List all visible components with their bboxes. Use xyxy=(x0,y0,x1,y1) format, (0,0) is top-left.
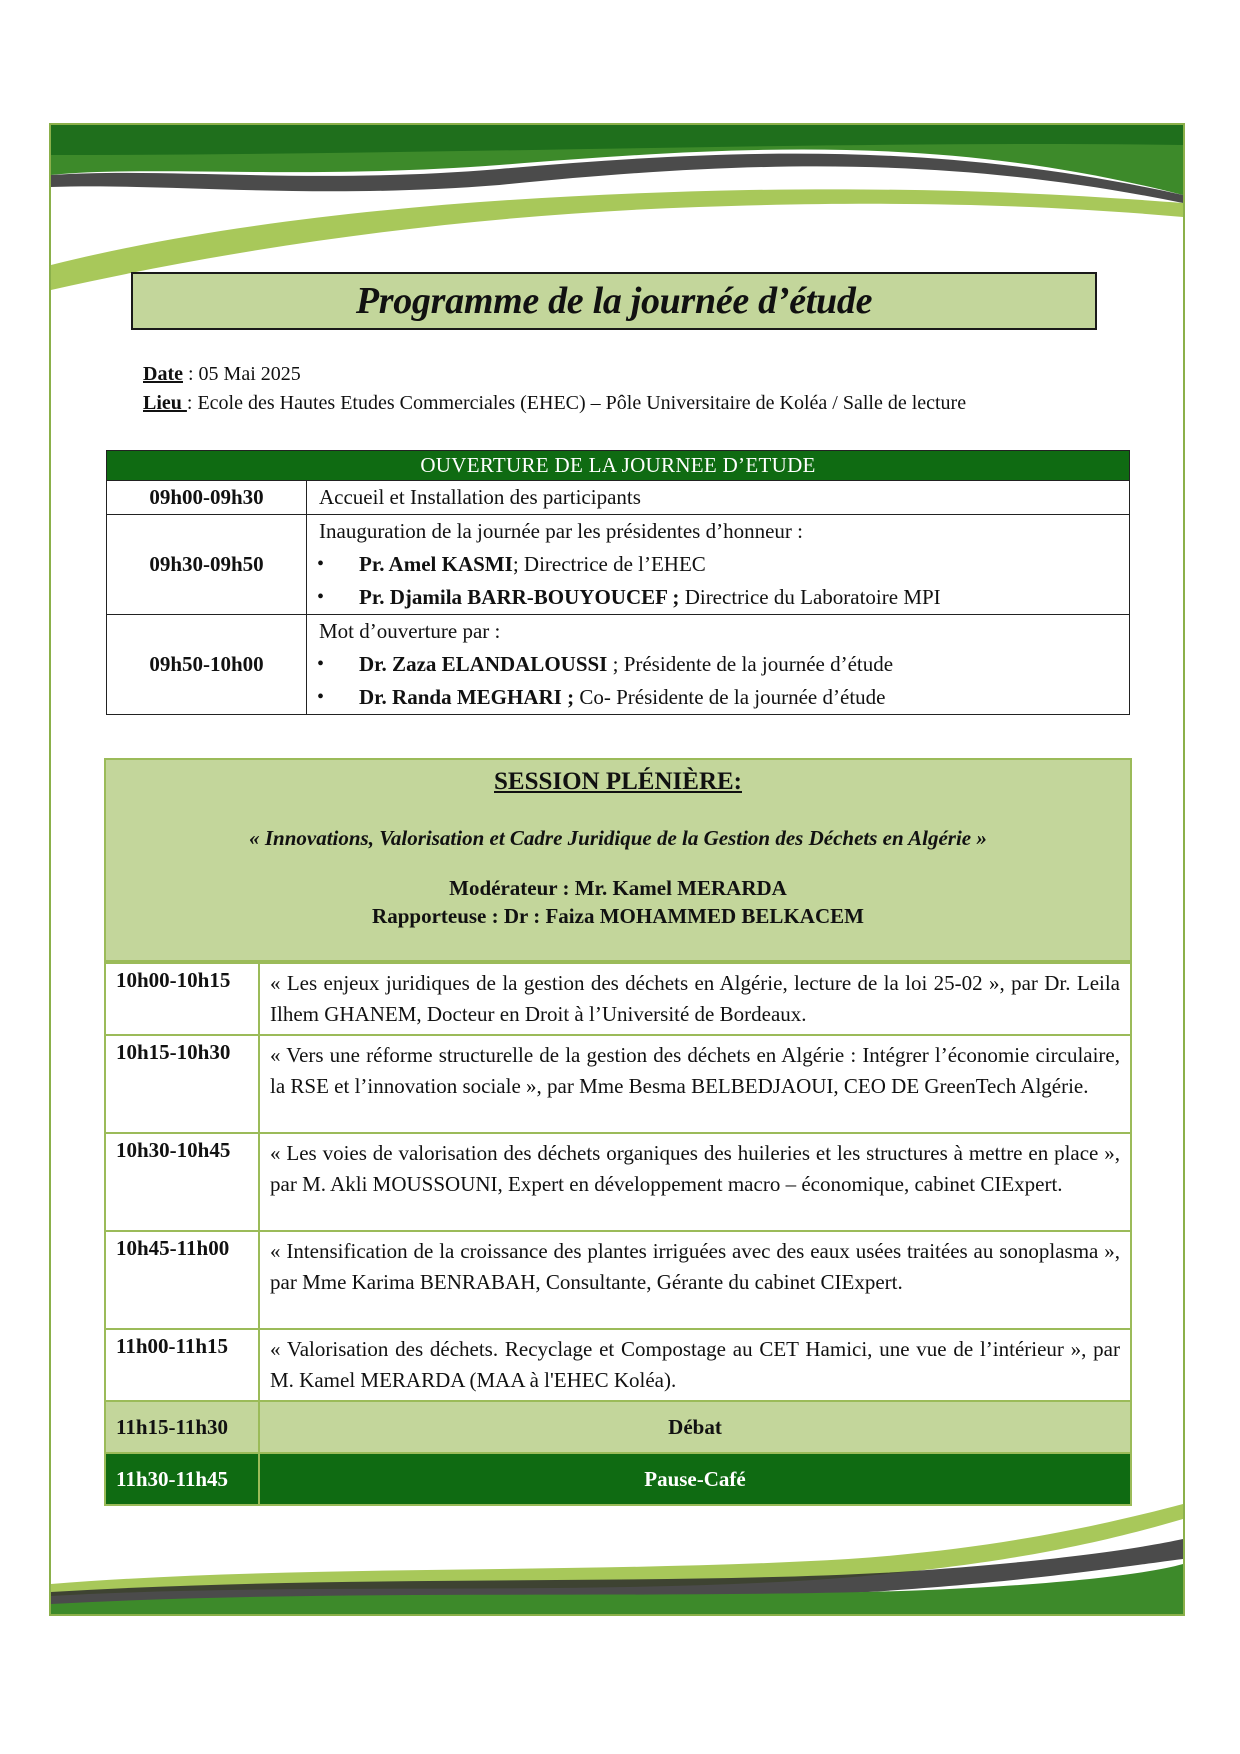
speaker-role: ; Directrice de l’EHEC xyxy=(512,552,706,576)
table-row xyxy=(105,1133,1131,1231)
time-slot: 11h00-11h15 xyxy=(105,1329,259,1401)
time-slot: 10h30-10h45 xyxy=(105,1133,259,1231)
slot-description: Inauguration de la journée par les présidentes d’honneur : xyxy=(319,519,803,543)
table-row xyxy=(107,481,1130,515)
talk-description: « Vers une réforme structurelle de la gestion des déchets en Algérie : Intégrer l’économie circulaire, la RSE et l’innovation sociale », par Mme Besma BELBEDJAOUI, CEO DE GreenTech Algérie. xyxy=(259,1035,1131,1133)
time-slot: 10h45-11h00 xyxy=(105,1231,259,1329)
date-line xyxy=(143,360,966,389)
talk-description: « Valorisation des déchets. Recyclage et Compostage au CET Hamici, une vue de l’intérieur », par M. Kamel MERARDA (MAA à l'EHEC Koléa). xyxy=(259,1329,1131,1401)
talk-description: « Les voies de valorisation des déchets organiques des huileries et les structures à mettre en place », par M. Akli MOUSSOUNI, Expert en développement macro – économique, cabinet CIExpert. xyxy=(259,1133,1131,1231)
speaker-name: Dr. Randa MEGHARI ; xyxy=(359,685,575,709)
pause-label: Pause-Café xyxy=(259,1453,1131,1505)
table-row xyxy=(105,1035,1131,1133)
opening-table xyxy=(106,450,1130,715)
title-box xyxy=(131,272,1097,330)
debat-row xyxy=(105,1401,1131,1453)
speaker-role: Directrice du Laboratoire MPI xyxy=(679,585,941,609)
lieu-label: Lieu xyxy=(143,392,187,414)
session-header xyxy=(104,758,1132,962)
session-moderator: Modérateur : Mr. Kamel MERARDA xyxy=(449,876,787,900)
session-theme: « Innovations, Valorisation et Cadre Juridique de la Gestion des Déchets en Algérie » xyxy=(249,826,987,850)
time-slot: 10h15-10h30 xyxy=(105,1035,259,1133)
table-row xyxy=(107,515,1130,615)
table-row xyxy=(105,1231,1131,1329)
list-item xyxy=(319,648,1129,681)
page-title: Programme de la journée d’étude xyxy=(355,280,873,322)
talk-description: « Intensification de la croissance des plantes irriguées avec des eaux usées traitées au sonoplasma », par Mme Karima BENRABAH, Consultante, Gérante du cabinet CIExpert. xyxy=(259,1231,1131,1329)
speaker-name: Dr. Zaza ELANDALOUSSI xyxy=(359,652,608,676)
table-row xyxy=(105,1329,1131,1401)
speaker-name: Pr. Djamila BARR-BOUYOUCEF ; xyxy=(359,585,680,609)
session-rapporteuse: Rapporteuse : Dr : Faiza MOHAMMED BELKACEM xyxy=(372,904,864,928)
time-slot: 11h15-11h30 xyxy=(105,1401,259,1453)
slot-description: Accueil et Installation des participants xyxy=(319,485,641,509)
session-table xyxy=(104,962,1132,1506)
list-item xyxy=(319,681,1129,714)
talk-description: « Les enjeux juridiques de la gestion des déchets en Algérie, lecture de la loi 25-02 », par Dr. Leila Ilhem GHANEM, Docteur en Droit à l’Université de Bordeaux. xyxy=(259,963,1131,1035)
speaker-role: Co- Présidente de la journée d’étude xyxy=(574,685,886,709)
time-slot: 10h00-10h15 xyxy=(105,963,259,1035)
speaker-list xyxy=(319,648,1129,714)
time-slot: 09h00-09h30 xyxy=(107,481,307,515)
time-slot: 11h30-11h45 xyxy=(105,1453,259,1505)
slot-description: Mot d’ouverture par : xyxy=(319,619,501,643)
top-wave-decoration xyxy=(51,125,1183,295)
session-title: SESSION PLÉNIÈRE: xyxy=(494,768,742,795)
table-row xyxy=(105,963,1131,1035)
event-meta xyxy=(143,360,966,418)
date-value: : 05 Mai 2025 xyxy=(182,363,301,385)
speaker-list xyxy=(319,548,1129,614)
pause-row xyxy=(105,1453,1131,1505)
list-item xyxy=(319,581,1129,614)
lieu-value: : Ecole des Hautes Etudes Commerciales (EHEC) – Pôle Universitaire de Koléa / Salle de lecture xyxy=(186,392,967,414)
lieu-line xyxy=(143,389,966,418)
speaker-name: Pr. Amel KASMI xyxy=(359,552,513,576)
speaker-role: ; Présidente de la journée d’étude xyxy=(607,652,894,676)
date-label: Date xyxy=(143,363,183,385)
time-slot: 09h30-09h50 xyxy=(107,515,307,615)
debat-label: Débat xyxy=(259,1401,1131,1453)
time-slot: 09h50-10h00 xyxy=(107,615,307,715)
list-item xyxy=(319,548,1129,581)
table-row xyxy=(107,615,1130,715)
opening-header: OUVERTURE DE LA JOURNEE D’ETUDE xyxy=(107,451,1130,481)
bottom-wave-decoration xyxy=(51,1504,1183,1614)
